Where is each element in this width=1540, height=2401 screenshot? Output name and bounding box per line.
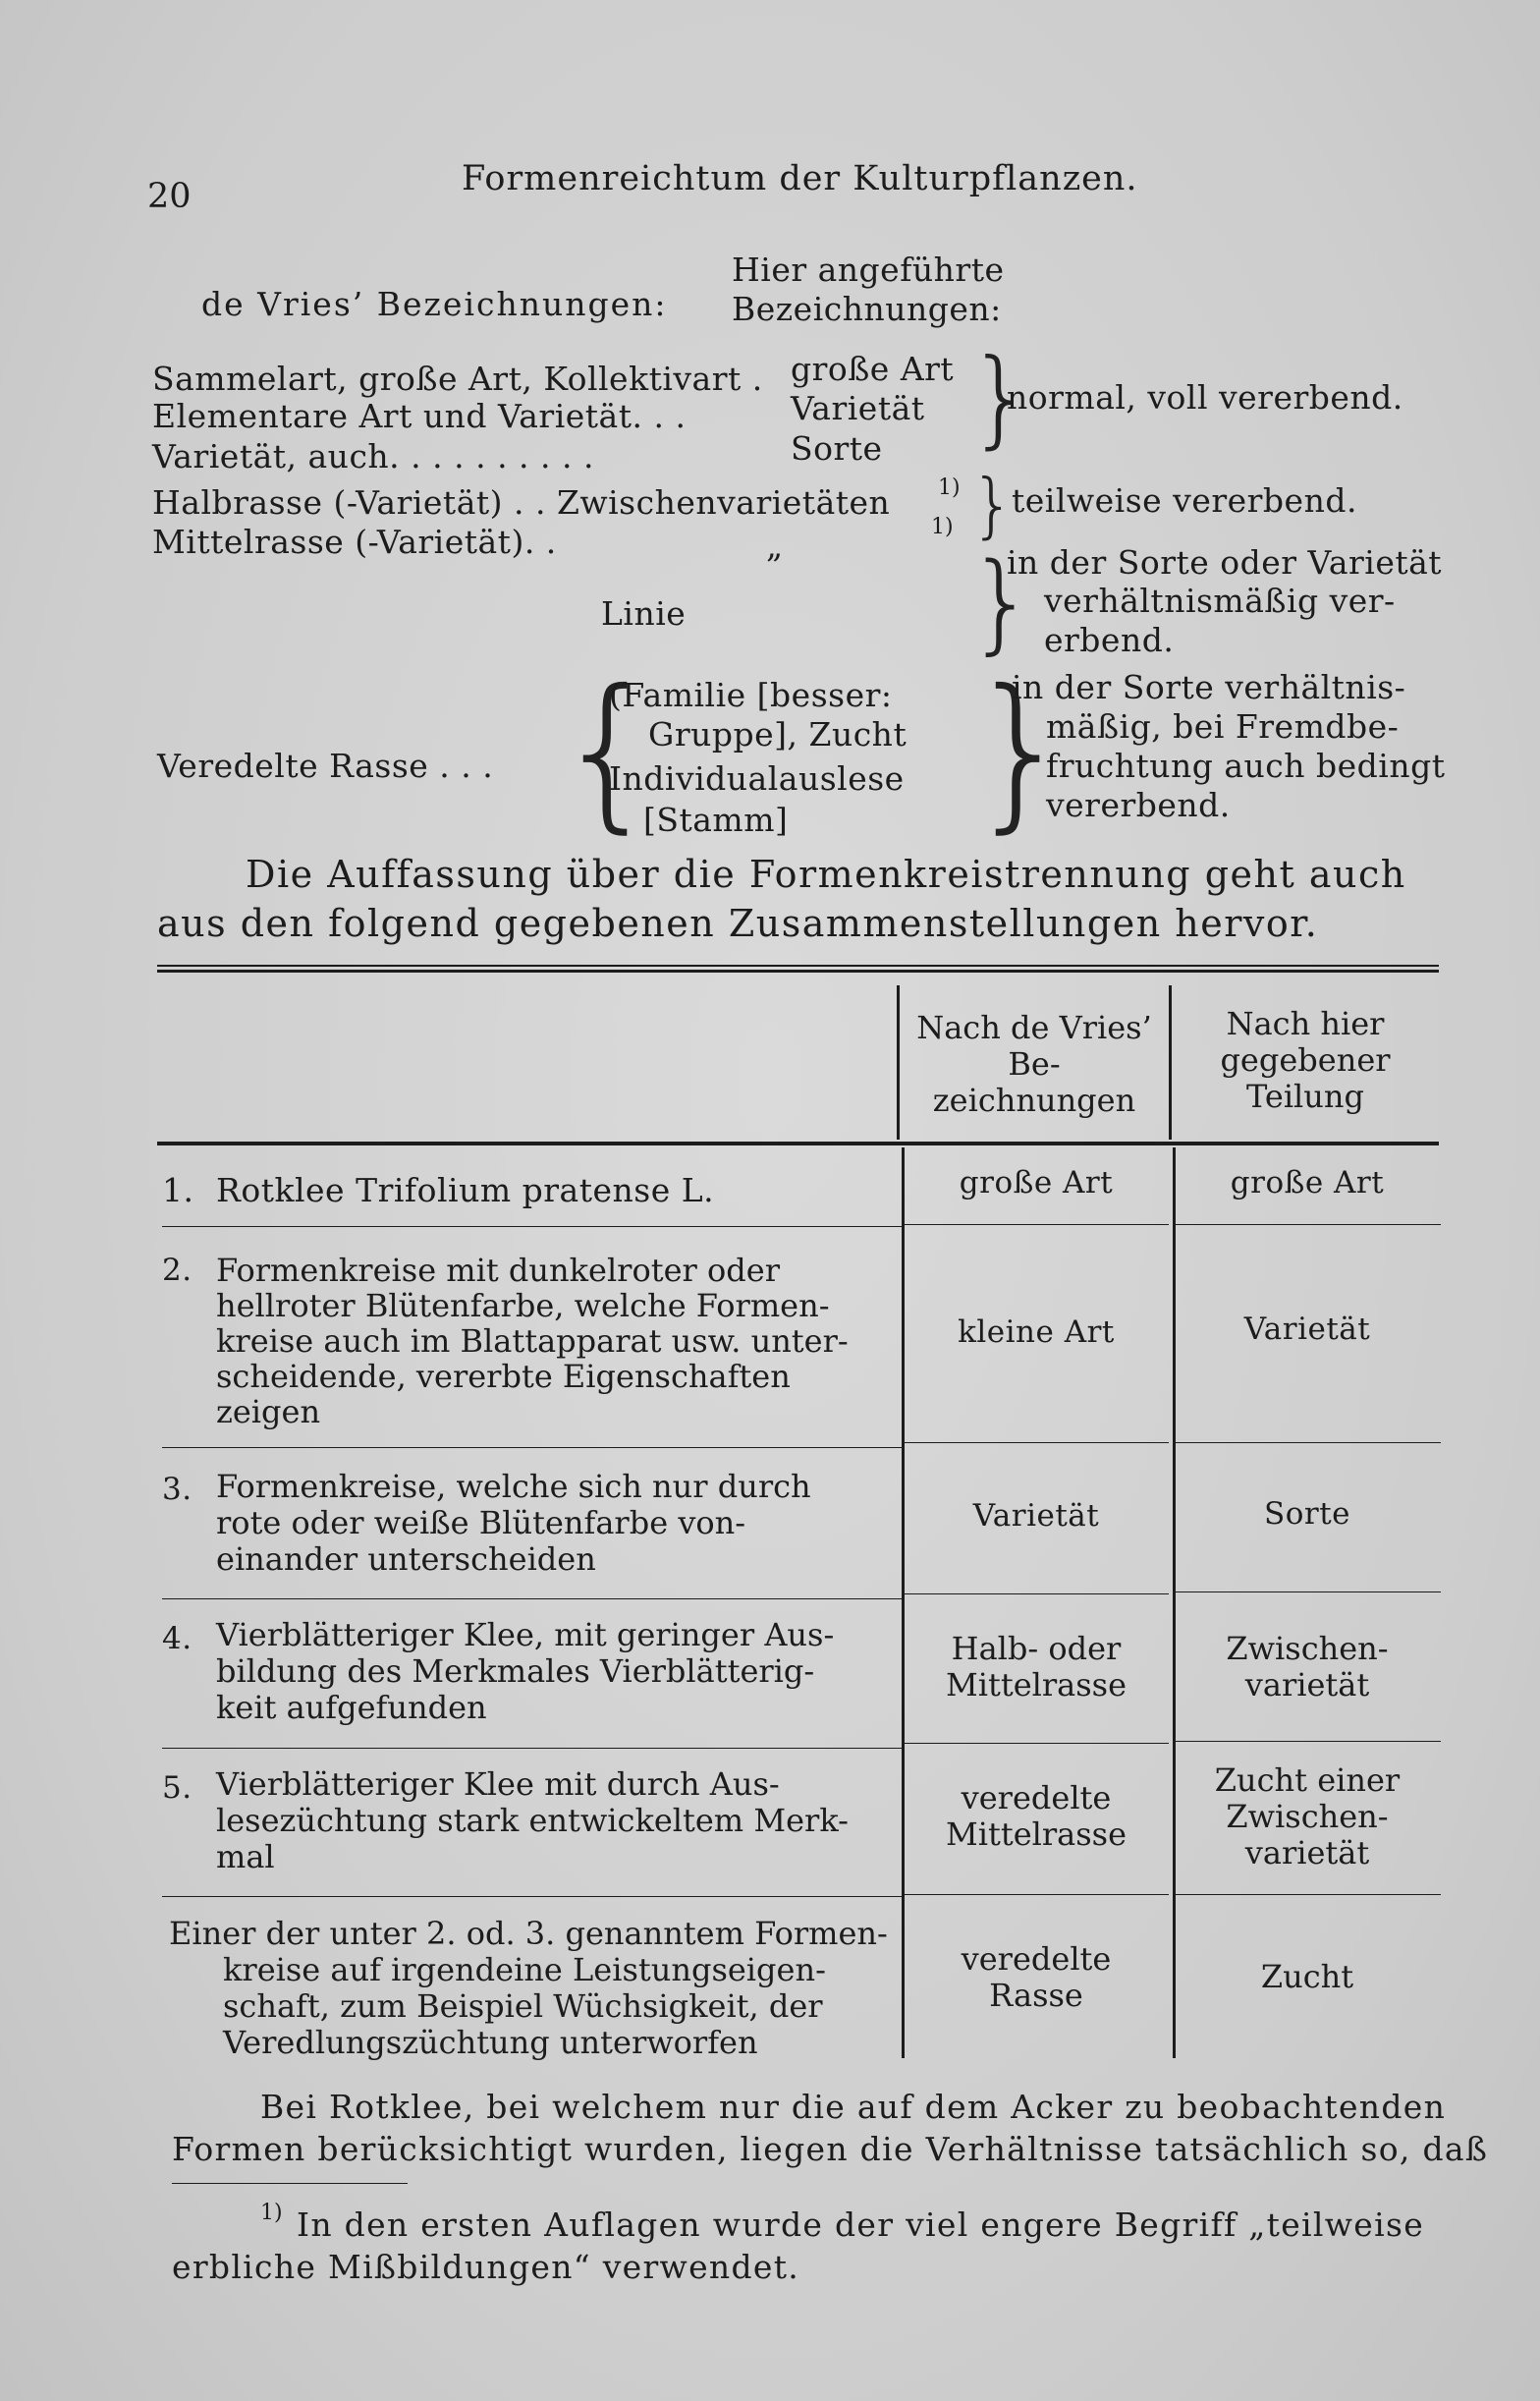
row-number: 2. [162,1253,192,1288]
cell-line: varietät [1244,1666,1370,1703]
cell-line: Varietät [1243,1312,1371,1347]
cmp-row-left: Elementare Art und Varietät. . . [152,397,687,435]
column-rule [1173,1147,1176,2058]
desc-line: Vierblätteriger Klee mit durch Aus- [216,1765,780,1803]
row-separator [1174,1442,1441,1443]
row-separator [1174,1591,1441,1592]
row-description [216,1766,849,1875]
cmp-row-right: Sorte [791,429,883,468]
desc-line: zeigen [216,1393,321,1430]
desc-line: scheidende, vererbte Eigenschaften [216,1358,791,1395]
cell-de-vries [904,1314,1169,1350]
row-number: 4. [162,1621,192,1656]
row-separator [1174,1894,1441,1895]
row-separator [904,1593,1169,1594]
linie-note-line: in der Sorte oder Varietät [1007,543,1443,582]
cell-line: Mittelrasse [945,1666,1128,1703]
desc-line: keit aufgefunden [216,1689,487,1726]
page-number: 20 [147,177,192,216]
footnote-line: In den ersten Auflagen wurde der viel engere Begriff „teilweise [297,2206,1425,2244]
cell-de-vries [904,1941,1169,2014]
cell-line: große Art [959,1165,1114,1200]
cell-line: veredelte [961,1779,1112,1816]
cell-line: Sorte [1263,1496,1351,1532]
cell-line: veredelte [961,1940,1112,1978]
paragraph-line: Die Auffassung über die Formenkreistrennung geht auch [246,853,1406,896]
desc-line: mal [216,1838,275,1875]
veredelte-note: mäßig, bei Fremdbe- [1046,707,1400,746]
cmp-row-right: große Art [791,350,955,388]
brace-teilweise: } [970,464,1016,546]
cell-line: Mittelrasse [945,1815,1128,1853]
table-top-rule [157,965,1439,967]
veredelte-term: Individualauslese [609,759,905,798]
column-rule [902,1147,905,2058]
cell-de-vries [904,1165,1169,1200]
row-description [216,1617,834,1726]
cell-line: Rasse [989,1977,1083,2014]
header-col-de-vries [900,1010,1169,1119]
linie-label: Linie [601,594,687,633]
desc-line: kreise auch im Blattapparat usw. unter- [216,1322,849,1360]
row-description [216,1469,811,1578]
desc-line: Vierblätteriger Klee, mit geringer Aus- [216,1616,835,1653]
desc-line: kreise auf irgendeine Leistungseigen- [223,1951,826,1988]
desc-line: Einer der unter 2. od. 3. genanntem Formen- [169,1915,888,1952]
brace-normal: } [967,337,1035,460]
row-number: 5. [162,1770,192,1806]
paragraph-line: aus den folgend gegebenen Zusammenstellungen hervor. [157,902,1319,945]
cell-line: Zucht einer [1214,1761,1401,1799]
veredelte-note: in der Sorte verhältnis- [1012,668,1406,706]
row-number: 3. [162,1472,192,1507]
cell-hier [1175,1762,1440,1871]
veredelte-rasse-label: Veredelte Rasse . . . [157,747,494,785]
header-line: zeichnungen [932,1082,1136,1119]
row-description [216,1253,849,1429]
linie-note-line: erbend. [1044,621,1175,659]
row-description: Rotklee Trifolium pratense L. [216,1171,715,1209]
row-separator [162,1226,904,1227]
row-separator [904,1743,1169,1744]
desc-line: Veredlungszüchtung unterworfen [223,2024,758,2061]
brace-veredelte-left: { [555,654,662,849]
linie-note-line: verhältnismäßig ver- [1044,582,1396,620]
cell-hier [1175,1959,1440,1995]
heading-hier-2: Bezeichnungen: [732,290,1002,328]
heading-hier-1: Hier angeführte [732,251,1005,289]
note-teilweise: teilweise vererbend. [1012,481,1357,520]
row-separator [1174,1741,1441,1742]
veredelte-note: vererbend. [1046,786,1231,824]
row-separator [904,1442,1169,1443]
footnote-rule [172,2183,408,2184]
cell-hier [1175,1165,1440,1200]
row-separator [1174,1224,1441,1225]
ditto-mark: „ [766,527,784,565]
veredelte-term: Gruppe], Zucht [648,715,908,754]
row-separator [162,1598,904,1599]
header-line: Be- [1008,1045,1061,1083]
cell-hier [1175,1496,1440,1532]
cell-line: Zwischen- [1226,1798,1389,1835]
cell-line: varietät [1244,1834,1370,1871]
paragraph-line: Formen berücksichtigt wurden, liegen die Verhältnisse tatsächlich so, daß [172,2130,1489,2168]
cell-hier [1175,1631,1440,1703]
cmp-row-left: Halbrasse (-Varietät) . . Zwischenvarietäten [152,483,891,522]
brace-linie: } [967,539,1036,665]
row-separator [162,1748,904,1749]
cell-de-vries [904,1498,1169,1534]
cmp-row-right: Varietät [791,389,925,427]
paragraph-line: Bei Rotklee, bei welchem nur die auf dem Acker zu beobachtenden [260,2088,1447,2126]
header-line: Nach hier [1226,1005,1385,1042]
header-line: Nach de Vries’ [916,1009,1152,1046]
row-description [169,1916,888,2061]
desc-line: bildung des Merkmales Vierblätterig- [216,1652,815,1690]
desc-line: einander unterscheiden [216,1540,596,1578]
cell-hier [1175,1312,1440,1347]
brace-veredelte-right: } [967,654,1074,849]
cell-line: große Art [1230,1165,1385,1200]
desc-line: hellroter Blütenfarbe, welche Formen- [216,1287,830,1324]
footnote-marker: 1) [260,2201,283,2225]
row-separator [162,1896,904,1897]
cmp-row-left: Mittelrasse (-Varietät). . [152,523,557,561]
cmp-row-left: Sammelart, große Art, Kollektivart . [152,360,763,398]
desc-line: lesezüchtung stark entwickeltem Merk- [216,1802,849,1839]
veredelte-term: [Stamm] [643,801,789,839]
table-top-rule [157,970,1439,973]
cell-line: kleine Art [958,1314,1115,1350]
veredelte-term: (Familie [besser: [609,676,893,714]
cell-line: Zwischen- [1226,1630,1389,1667]
footnote-line: erbliche Mißbildungen“ verwendet. [172,2248,800,2286]
desc-line: rote oder weiße Blütenfarbe von- [216,1504,746,1541]
cell-line: Varietät [972,1498,1100,1534]
row-separator [904,1224,1169,1225]
header-line: Teilung [1246,1078,1364,1115]
header-col-hier [1172,1006,1439,1115]
desc-line: Formenkreise, welche sich nur durch [216,1468,811,1505]
cell-line: Zucht [1260,1958,1354,1995]
desc-line: Formenkreise mit dunkelroter oder [216,1252,780,1289]
veredelte-note: fruchtung auch bedingt [1046,747,1446,785]
footnote-ref: 1) [938,475,961,500]
row-number: 1. [162,1171,194,1209]
running-title: Formenreichtum der Kulturpflanzen. [462,159,1138,198]
desc-line: schaft, zum Beispiel Wüchsigkeit, der [223,1987,823,2025]
cmp-row-left: Varietät, auch. . . . . . . . . . [152,437,594,475]
cell-de-vries [904,1631,1169,1703]
cell-de-vries [904,1780,1169,1853]
header-line: gegebener [1220,1041,1391,1079]
row-separator [904,1894,1169,1895]
table-header-rule [157,1142,1439,1145]
heading-de-vries: de Vries’ Bezeichnungen: [201,285,668,323]
footnote-ref: 1) [931,515,954,539]
row-separator [162,1447,904,1448]
note-normal: normal, voll vererbend. [1007,378,1403,417]
cell-line: Halb- oder [951,1630,1122,1667]
